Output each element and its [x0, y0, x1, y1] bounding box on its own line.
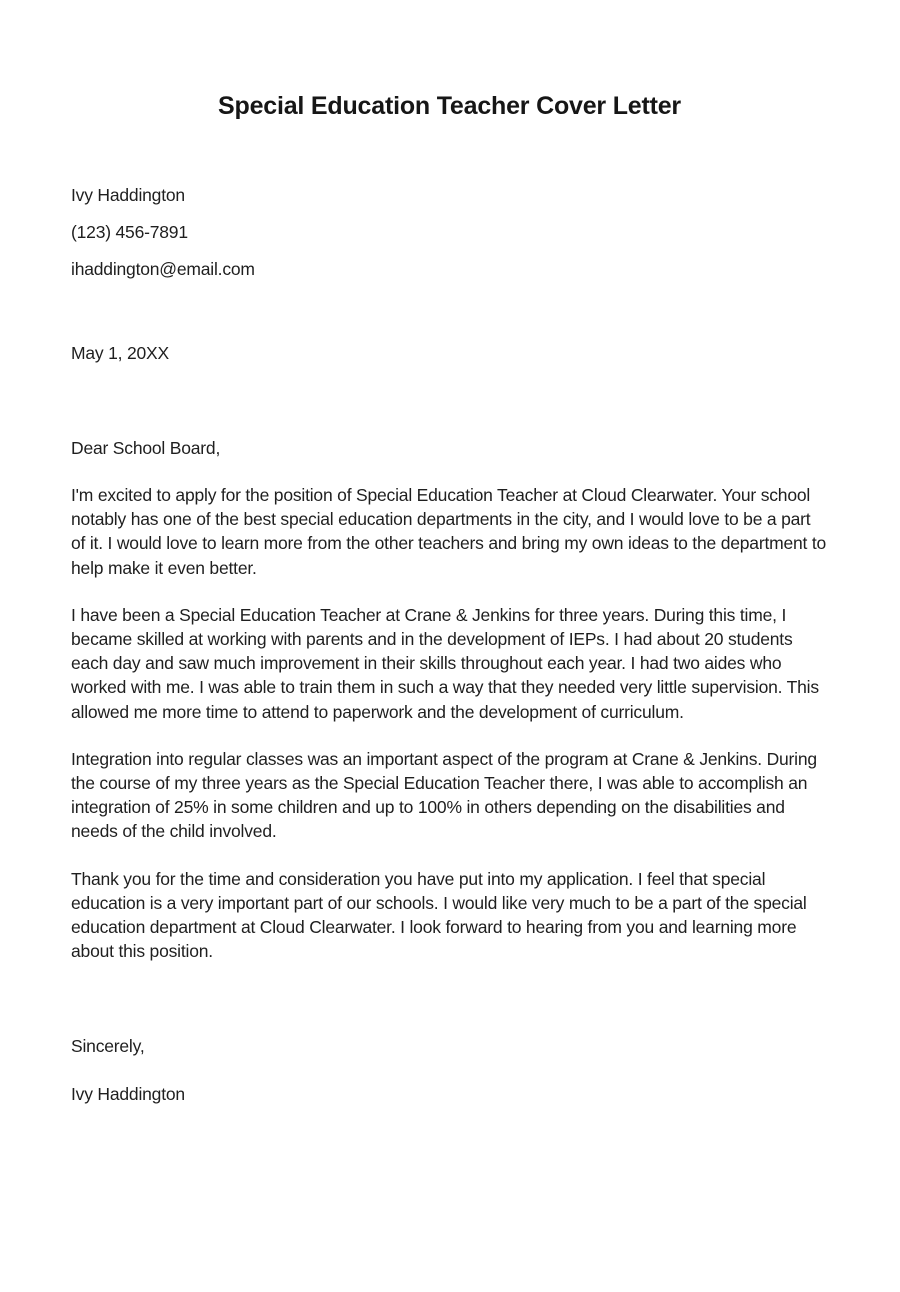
signature-name: Ivy Haddington [71, 1084, 185, 1105]
document-title: Special Education Teacher Cover Letter [218, 92, 681, 120]
sender-email: ihaddington@email.com [71, 259, 255, 279]
closing-line: Sincerely, [71, 1036, 145, 1057]
cover-letter-page [71, 92, 828, 1106]
sender-name: Ivy Haddington [71, 185, 185, 205]
sender-phone: (123) 456-7891 [71, 222, 188, 242]
body-paragraph-4: Thank you for the time and consideration you have put into my application. I feel that special education is a very important part of our schools. I would like very much to be a part of the special education department at Cloud Clearwater. I look forward to hearing from you and learning more about this position. [71, 868, 807, 962]
body-paragraph-3: Integration into regular classes was an important aspect of the program at Crane & Jenkins. During the course of my three years as the Special Education Teacher there, I was able to accomplish an integration of 25% in some children and up to 100% in others depending on the disabilities and needs of the child involved. [71, 748, 817, 842]
letter-date: May 1, 20XX [71, 343, 169, 363]
body-paragraph-2: I have been a Special Education Teacher at Crane & Jenkins for three years. During this time, I became skilled at working with parents and in the development of IEPs. I had about 20 students each day and saw much improvement in their skills throughout each year. I had two aides who worked with me. I was able to train them in such a way that they needed very little supervision. This allowed me more time to attend to paperwork and the development of curriculum. [71, 604, 819, 722]
sender-contact-block [71, 183, 828, 281]
body-paragraph-1: I'm excited to apply for the position of Special Education Teacher at Cloud Clearwater. Your school notably has one of the best special education departments in the city, and I would love to be a part of it. I would love to learn more from the other teachers and bring my own ideas to the department to help make it even better. [71, 485, 827, 578]
salutation: Dear School Board, [71, 438, 221, 458]
